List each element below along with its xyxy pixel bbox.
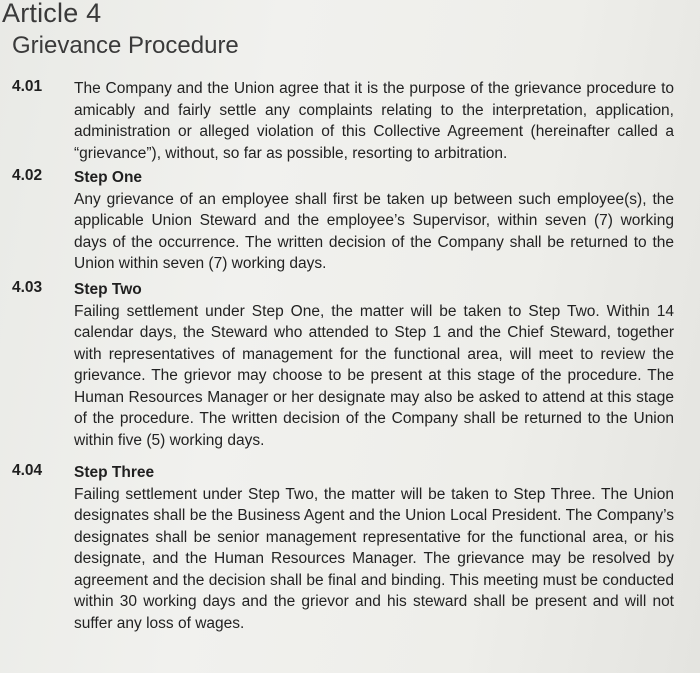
section-heading: Step Three xyxy=(74,464,155,481)
section-body xyxy=(74,462,674,634)
section-body xyxy=(74,279,674,451)
section-text: Failing settlement under Step Two, the matter will be taken to Step Three. The Union designates shall be the Business Agent and the Union Local President. The Company’s designates shall be senior management representative for the functional area, or his designate, and the Human Resources Manager. The grievance may be resolved by agreement and the decision shall be final and binding. This meeting must be conducted within 30 working days and the grievor and his steward shall be present and will not suffer any loss of wages. xyxy=(74,485,674,632)
section-heading: Step Two xyxy=(74,281,142,298)
article-subtitle: Grievance Procedure xyxy=(12,32,239,59)
section-text: Any grievance of an employee shall first be taken up between such employee(s), the applicable Union Steward and the employee’s Supervisor, within seven (7) working days of the occurrence. The written decision of the Company shall be returned to the Union within seven (7) working days. xyxy=(74,190,674,272)
article-title: Article 4 xyxy=(2,0,102,28)
section-number: 4.04 xyxy=(12,462,43,479)
section-heading: Step One xyxy=(74,169,143,186)
section-text: Failing settlement under Step One, the matter will be taken to Step Two. Within 14 calendar days, the Steward who attended to Step 1 and the Chief Steward, together with representatives of management for the functional area, will meet to review the grievance. The grievor may choose to be present at this stage of the procedure. The Human Resources Manager or her designate may also be asked to attend at this stage of the procedure. The written decision of the Company shall be returned to the Union within five (5) working days. xyxy=(74,302,674,449)
section-number: 4.01 xyxy=(12,78,43,95)
section-body xyxy=(74,78,674,164)
section-number: 4.02 xyxy=(12,167,43,184)
section-body xyxy=(74,167,674,275)
section-number: 4.03 xyxy=(12,279,43,296)
section-text: The Company and the Union agree that it is the purpose of the grievance procedure to amicably and fairly settle any complaints relating to the interpretation, application, administration or alleged violation of this Collective Agreement (hereinafter called a “grievance”), without, so far as possible, resorting to arbitration. xyxy=(74,80,674,162)
